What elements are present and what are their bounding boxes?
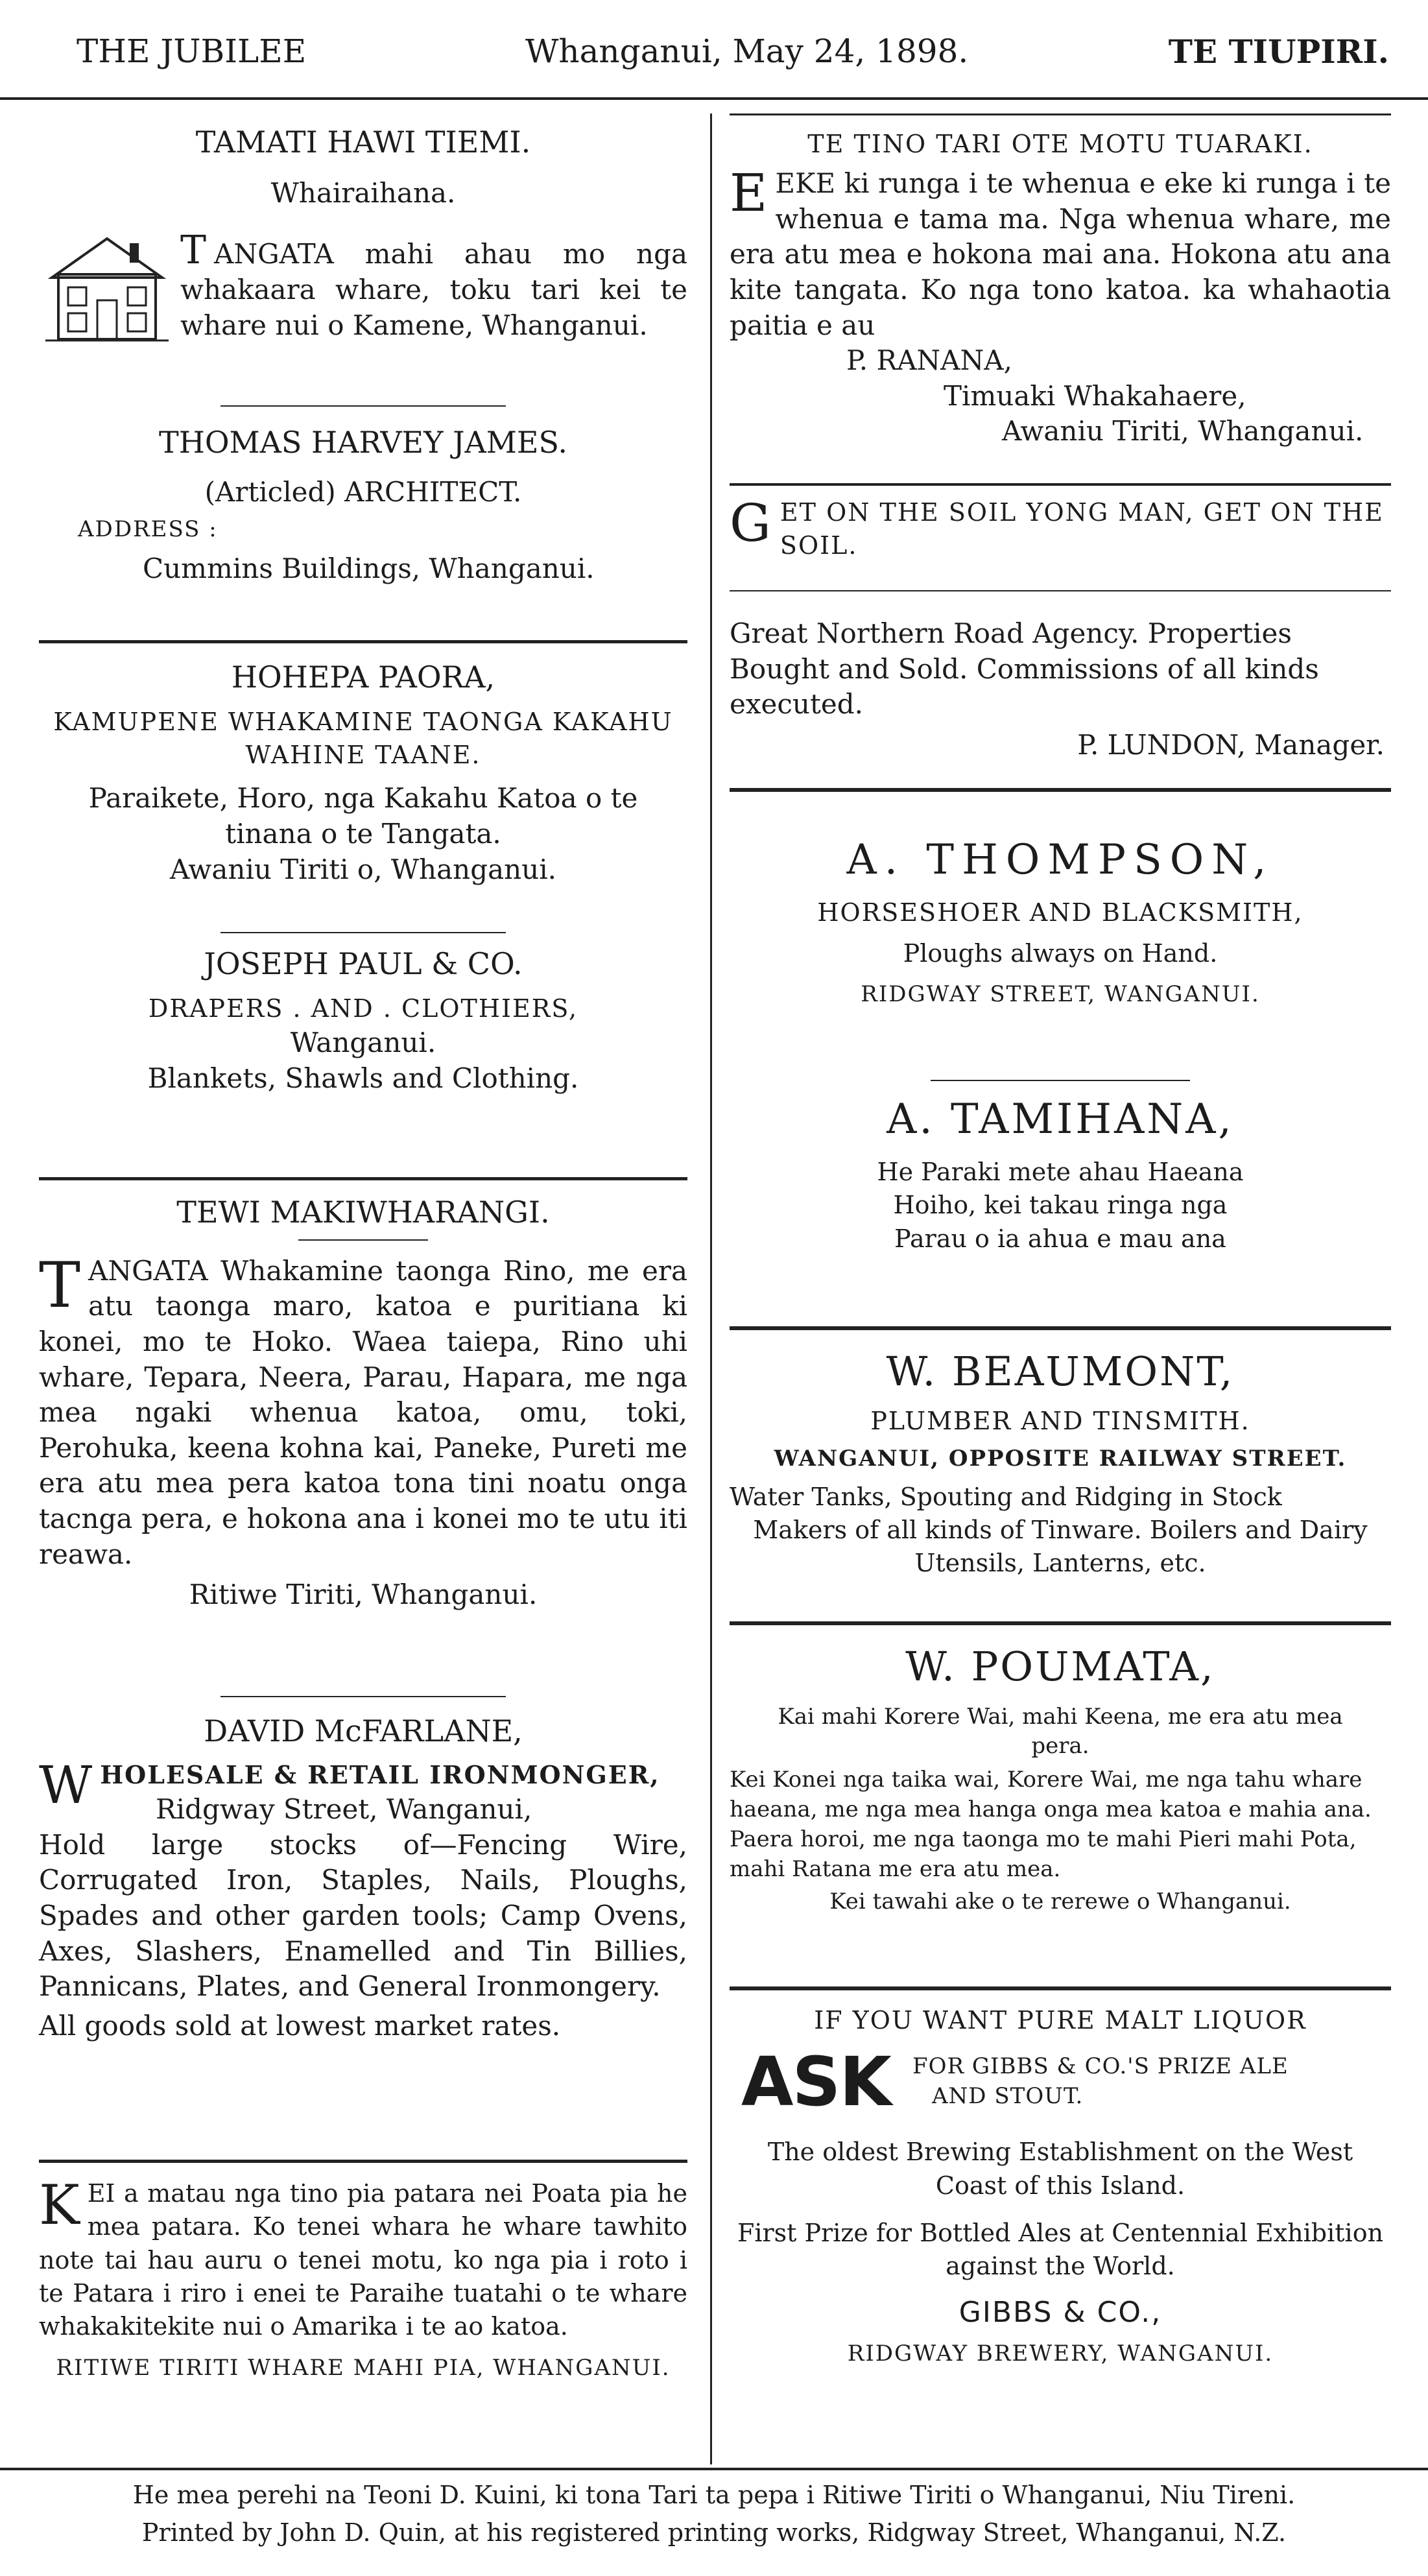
ad-closing: All goods sold at lowest market rates. (39, 2009, 561, 2042)
ad-line: Water Tanks, Spouting and Ridging in Stock (730, 1482, 1282, 1511)
ad-body-text: EKE ki runga i te whenua e eke ki runga i te whenua e tama ma. Nga whenua whare, me era atu mea e hokona mai ana. Hokona atu ana kite tangata. Ko nga tono katoa. ka whahaotia paitia e au (730, 167, 1391, 341)
ad-line: Wanganui. (290, 1027, 436, 1059)
drop-cap: K (39, 2173, 80, 2237)
divider (39, 2160, 687, 2163)
ad-name: GIBBS & CO., (958, 2296, 1162, 2330)
ad-title: W. POUMATA, (905, 1643, 1215, 1690)
ad-thompson (730, 833, 1391, 1010)
drop-cap: G (730, 493, 772, 553)
ad-title: TE TINO TARI OTE MOTU TUARAKI. (807, 130, 1313, 158)
ad-body (39, 2173, 687, 2343)
address: RITIWE TIRITI WHARE MAHI PIA, WHANGANUI. (56, 2355, 671, 2381)
ad-line: Kai mahi Korere Wai, mahi Keena, me era atu mea pera. (778, 1703, 1343, 1759)
ad-body (730, 493, 1391, 563)
ad-title: IF YOU WANT PURE MALT LIQUOR (814, 2006, 1307, 2034)
divider (220, 932, 506, 933)
ask-line: FOR GIBBS & CO.'S PRIZE ALE (912, 2053, 1289, 2080)
divider (39, 640, 687, 643)
ad-gibbs (730, 2004, 1391, 2369)
divider (730, 1986, 1391, 1990)
ad-body (39, 1248, 687, 1572)
ad-body-text: ANGATA Whakamine taonga Rino, me era atu taonga maro, katoa e puritiana ki konei, mo te Hoko. Waea taiepa, Rino uhi whare, Tepara, Neera, Parau, Hapara, me nga mea ngaki whenua katoa, omu, toki, Perohuka, keena kohna kai, Paneke, Pureti me era atu mea pera katoa tona tini noatu onga tacnga pera, e hokona ana i konei mo te utu iti reawa. (39, 1254, 687, 1570)
drop-cap: W (39, 1754, 93, 1815)
ad-title: TAMATI HAWI TIEMI. (195, 125, 531, 160)
divider (220, 405, 506, 407)
house-illustration-icon (45, 229, 169, 346)
ad-line: KAMUPENE WHAKAMINE TAONGA KAKAHU (53, 707, 673, 736)
signature: P. RANANA, (846, 344, 1012, 377)
divider (730, 1621, 1391, 1625)
ad-title: HOHEPA PAORA, (231, 660, 495, 695)
address: RIDGWAY BREWERY, WANGANUI. (847, 2341, 1274, 2367)
address-label: ADDRESS : (78, 516, 218, 543)
ad-title: JOSEPH PAUL & CO. (204, 946, 523, 981)
ad-tewi (39, 1193, 687, 1613)
ad-line: DRAPERS . AND . CLOTHIERS, (148, 994, 578, 1023)
divider (730, 113, 1391, 115)
ad-beaumont (730, 1346, 1391, 1580)
ad-title: A. THOMPSON, (846, 836, 1274, 884)
ad-line: The oldest Brewing Establishment on the West Coast of this Island. (767, 2138, 1353, 2200)
divider (730, 590, 1391, 591)
ad-body (730, 163, 1391, 343)
ad-kei (39, 2173, 687, 2383)
ad-subtitle: HORSESHOER AND BLACKSMITH, (817, 898, 1303, 927)
ad-subtitle-text: HOLESALE & RETAIL IRONMONGER, (100, 1759, 660, 1789)
drop-cap: T (39, 1248, 81, 1322)
address: Ritiwe Tiriti, Whanganui. (189, 1579, 538, 1611)
signature: P. LUNDON, Manager. (1077, 728, 1385, 761)
ad-line: WAHINE TAANE. (245, 741, 481, 770)
footer-rule (0, 2468, 1428, 2470)
ad-northern (730, 616, 1391, 763)
ad-body-text: ET ON THE SOIL YONG MAN, GET ON THE SOIL. (779, 498, 1384, 560)
ask-line: AND STOUT. (931, 2083, 1084, 2110)
divider (298, 1239, 428, 1241)
ad-body: Paraikete, Horo, nga Kakahu Katoa o te tinana o te Tangata. (88, 782, 638, 850)
header-rule (0, 97, 1428, 100)
divider (730, 483, 1391, 486)
ad-title: DAVID McFARLANE, (204, 1713, 523, 1748)
ad-body: Hold large stocks of—Fencing Wire, Corrugated Iron, Staples, Nails, Ploughs, Spades and other garden tools; Camp Ovens, Axes, Slashers, Enamelled and Tin Billies, Pannicans, Plates, and General Ironmongery. (39, 1828, 687, 2003)
ad-subtitle: Whairaihana. (270, 176, 456, 209)
drop-cap: E (730, 163, 768, 224)
ad-line: Makers of all kinds of Tinware. Boilers and Dairy Utensils, Lanterns, etc. (753, 1516, 1368, 1578)
ad-thomas (39, 423, 687, 587)
footer-english: Printed by John D. Quin, at his registered printing works, Ridgway Street, Whanganui, N.Z. (141, 2518, 1287, 2547)
ad-tetino (730, 128, 1391, 449)
masthead-date: Whanganui, May 24, 1898. (525, 32, 969, 70)
divider (730, 788, 1391, 792)
ad-tamihana (730, 1093, 1391, 1256)
footer-maori: He mea perehi na Teoni D. Kuini, ki tona Tari ta pepa i Ritiwe Tiriti o Whanganui, Niu Tireni. (132, 2481, 1296, 2509)
divider (931, 1080, 1190, 1081)
ad-line: Blankets, Shawls and Clothing. (147, 1062, 579, 1094)
ad-body: He Paraki mete ahau Haeana Hoiho, kei takau ringa nga Parau o ia ahua e mau ana (877, 1158, 1244, 1253)
masthead-left: THE JUBILEE (77, 32, 307, 70)
divider (220, 1696, 506, 1697)
masthead-right: TE TIUPIRI. (1168, 32, 1389, 71)
address: RIDGWAY STREET, WANGANUI. (861, 981, 1260, 1007)
divider (730, 1326, 1391, 1330)
ad-soil (730, 493, 1391, 563)
ad-title: THOMAS HARVEY JAMES. (159, 425, 567, 460)
ad-subtitle: (Articled) ARCHITECT. (204, 475, 522, 508)
ask-text (912, 2052, 1289, 2112)
ad-tamati (39, 123, 687, 346)
ad-title: TEWI MAKIWHARANGI. (176, 1195, 550, 1230)
ad-subtitle: PLUMBER AND TINSMITH. (870, 1406, 1250, 1435)
drop-cap: T (180, 228, 207, 274)
address: Kei tawahi ake o te rerewe o Whanganui. (829, 1888, 1291, 1914)
ad-body-text: ANGATA mahi ahau mo nga whakaara whare, toku tari kei te whare nui o Kamene, Whanganui. (180, 238, 687, 341)
ad-body-text: EI a matau nga tino pia patara nei Poata pia he mea patara. Ko tenei whara he whare tawhito note tai hau auru o tenei motu, ko nga pia i roto i te Patara i riro i enei te Paraihe tuatahi o te whare whakakitekite nui o Amarika i te ao katoa. (39, 2179, 687, 2341)
ad-line: Ploughs always on Hand. (903, 939, 1218, 968)
column-divider (710, 113, 712, 2464)
ad-hohepa (39, 658, 687, 887)
ad-poumata (730, 1641, 1391, 1917)
ad-joseph (39, 945, 687, 1096)
address: Ridgway Street, Wanganui, (156, 1793, 532, 1826)
ad-line: First Prize for Bottled Ales at Centennial Exhibition against the World. (737, 2218, 1384, 2281)
ad-body: Kei Konei nga taika wai, Korere Wai, me nga tahu whare haeana, me nga mea hanga onga mea katoa e mahia ana. Paera horoi, me nga taonga mo te mahi Pieri mahi Pota, mahi Ratana me era atu mea. (730, 1767, 1372, 1883)
ad-body: Great Northern Road Agency. Properties Bought and Sold. Commissions of all kinds executed. (730, 617, 1319, 721)
address: Awaniu Tiriti o, Whanganui. (169, 853, 557, 885)
address: Awaniu Tiriti, Whanganui. (1002, 415, 1364, 447)
ad-title: W. BEAUMONT, (886, 1348, 1235, 1395)
ad-title: A. TAMIHANA, (887, 1095, 1234, 1143)
divider (39, 1177, 687, 1180)
ask-word: ASK (741, 2042, 890, 2122)
ask-row (730, 2042, 1391, 2121)
address: WANGANUI, OPPOSITE RAILWAY STREET. (774, 1445, 1347, 1472)
ad-david (39, 1712, 687, 2044)
address: Cummins Buildings, Whanganui. (143, 553, 595, 585)
signature-role: Timuaki Whakahaere, (944, 379, 1246, 412)
